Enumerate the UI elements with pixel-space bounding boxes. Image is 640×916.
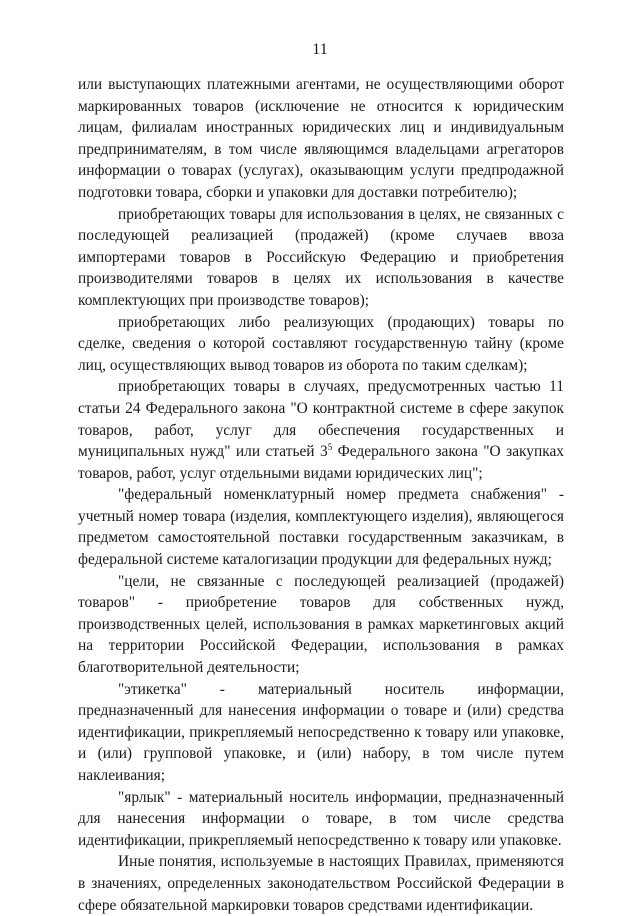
- paragraph-2: приобретающих товары для использования в целях, не связанных с последующей реализацией (продажей) (кроме случаев ввоза импортерами товаров в Российскую Федерацию и приобретения производителями товаров в целях их использования в качестве комплектующих при производстве товаров);: [78, 205, 564, 309]
- paragraph-9: Иные понятия, используемые в настоящих Правилах, применяются в значениях, определенных законодательством Российской Федерации в сфере обязательной маркировки товаров средствами идентификации.: [78, 853, 564, 914]
- page-number: 11: [312, 41, 328, 58]
- paragraph-4-text-end: Федерального закона "О закупках товаров, работ, услуг отдельными видами юридических лиц";: [78, 443, 564, 482]
- paragraph-7: "этикетка" - материальный носитель информации, предназначенный для нанесения информации о товаре и (или) средства идентификации, прикрепляемый непосредственно к товару или упаковке, и (или) групповой упаковке, и (или) набору, в том числе путем наклеивания;: [78, 680, 564, 784]
- paragraph-3: приобретающих либо реализующих (продающих) товары по сделке, сведения о которой составляют государственную тайну (кроме лиц, осуществляющих вывод товаров из оборота по таким сделкам);: [78, 313, 564, 374]
- paragraph-4-text-start: приобретающих товары в случаях, предусмотренных частью 11 статьи 24 Федерального закона "О контрактной системе в сфере закупок товаров, работ, услуг для обеспечения государственных и муниципальных нужд" или статьей 3: [78, 378, 564, 461]
- paragraph-5: "федеральный номенклатурный номер предмета снабжения" - учетный номер товара (изделия, комплектующего изделия), являющегося предметом самостоятельной поставки государственным заказчикам, в федеральной системе каталогизации продукции для федеральных нужд;: [78, 486, 564, 569]
- paragraph-8: "ярлык" - материальный носитель информации, предназначенный для нанесения информации о товаре, в том числе средства идентификации, прикрепляемый непосредственно к товару или упаковке.: [78, 788, 564, 849]
- document-body: [78, 74, 564, 916]
- paragraph-6: "цели, не связанные с последующей реализацией (продажей) товаров" - приобретение товаров для собственных нужд, производственных целей, использования в рамках маркетинговых акций на территории Российской Федерации, использования в рамках благотворительной деятельности;: [78, 572, 564, 677]
- paragraph-1: или выступающих платежными агентами, не осуществляющими оборот маркированных товаров (исключение не относится к юридическим лицам, филиалам иностранных юридических лиц и индивидуальным предпринимателям, в том числе являющимся владельцами агрегаторов информации о товарах (услугах), оказывающим услуги предпродажной подготовки товара, сборки и упаковки для доставки потребителю);: [78, 76, 564, 201]
- paragraph-4: [78, 376, 564, 484]
- article-superscript: 5: [327, 442, 333, 453]
